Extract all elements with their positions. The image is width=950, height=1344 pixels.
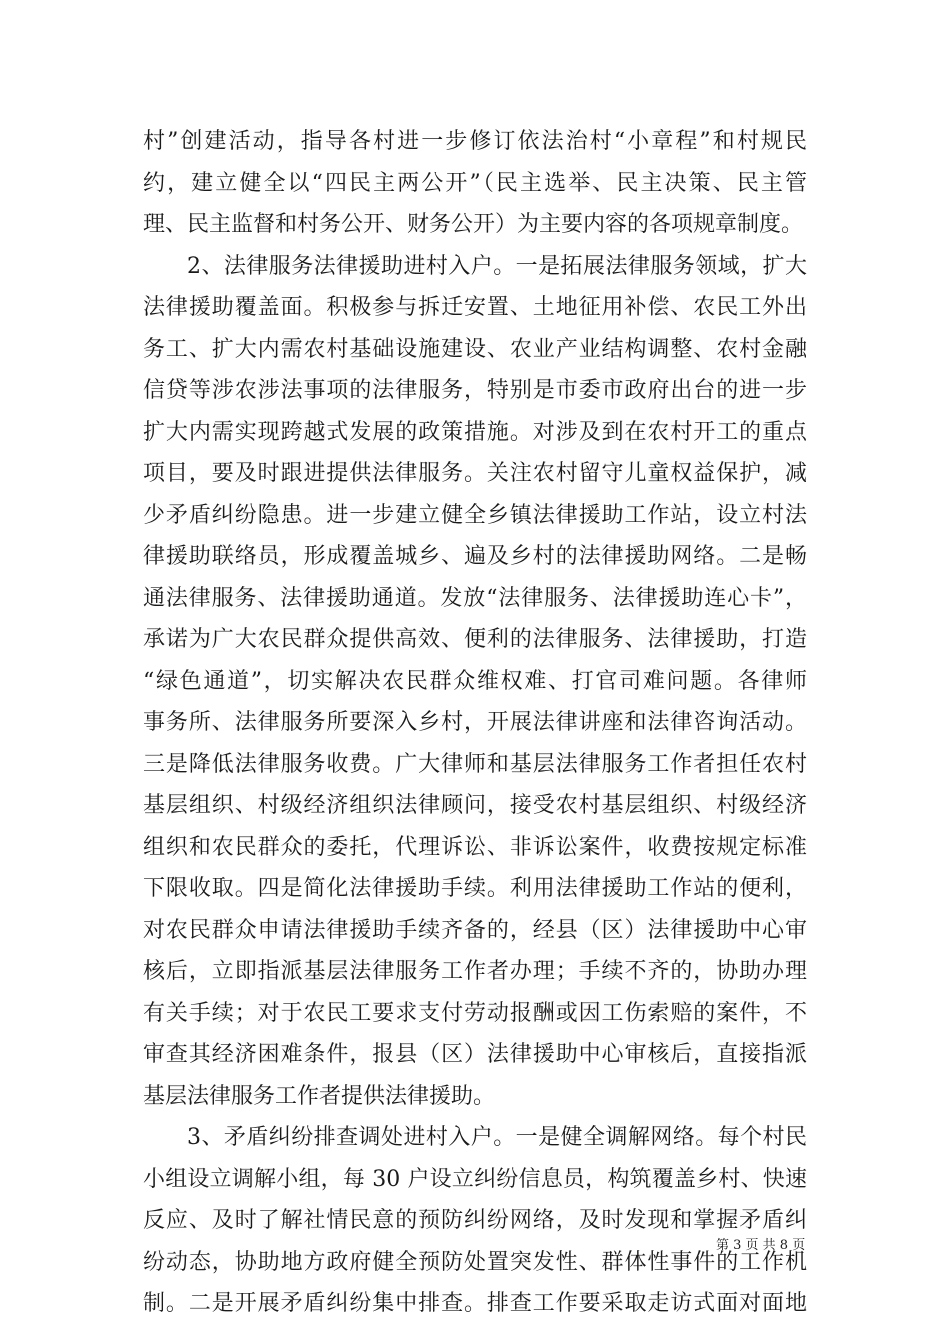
text-line: 承诺为广大农民群众提供高效、便利的法律服务、法律援助，打造 [143, 627, 807, 652]
text-line: 基层法律服务工作者提供法律援助。 [143, 1083, 496, 1109]
body-text [143, 121, 807, 1325]
text-line: 纷动态，协助地方政府健全预防处置突发性、群体性事件的工作机 [143, 1249, 807, 1275]
text-line: 通法律服务、法律援助通道。发放“法律服务、法律援助连心卡”， [143, 585, 807, 611]
text-line: 约，建立健全以“四民主两公开”（民主选举、民主决策、民主管 [143, 170, 807, 196]
text-line: 项目，要及时跟进提供法律服务。关注农村留守儿童权益保护，减 [143, 461, 807, 486]
text-line: 律援助联络员，形成覆盖城乡、遍及乡村的法律援助网络。二是畅 [143, 544, 807, 569]
text-line: 理、民主监督和村务公开、财务公开）为主要内容的各项规章制度。 [143, 212, 804, 237]
text-line: 事务所、法律服务所要深入乡村，开展法律讲座和法律咨询活动。 [143, 710, 807, 735]
text-line: 少矛盾纠纷隐患。进一步建立健全乡镇法律援助工作站，设立村法 [143, 502, 807, 528]
text-line: 组织和农民群众的委托，代理诉讼、非诉讼案件，收费按规定标准 [143, 834, 807, 860]
text-line: 3、矛盾纠纷排查调处进村入户。一是健全调解网络。每个村民 [187, 1125, 807, 1150]
text-line: 小组设立调解小组，每 30 户设立纠纷信息员，构筑覆盖乡村、快速 [143, 1166, 807, 1192]
text-line: 务工、扩大内需农村基础设施建设、农业产业结构调整、农村金融 [143, 336, 807, 362]
text-line: 下限收取。四是简化法律援助手续。利用法律援助工作站的便利， [143, 876, 807, 901]
text-line: 2、法律服务法律援助进村入户。一是拓展法律服务领域，扩大 [187, 253, 807, 279]
text-line: 扩大内需实现跨越式发展的政策措施。对涉及到在农村开工的重点 [143, 419, 807, 445]
text-line: 信贷等涉农涉法事项的法律服务，特别是市委市政府出台的进一步 [143, 378, 807, 403]
text-line: “绿色通道”，切实解决农民群众维权难、打官司难问题。各律师 [143, 668, 807, 694]
text-line: 审查其经济困难条件，报县（区）法律援助中心审核后，直接指派 [143, 1042, 807, 1067]
text-line: 对农民群众申请法律援助手续齐备的，经县（区）法律援助中心审 [143, 917, 807, 943]
text-line: 核后，立即指派基层法律服务工作者办理；手续不齐的，协助办理 [143, 959, 807, 984]
page-number: 第 3 页 共 8 页 [716, 1238, 806, 1253]
text-line: 村”创建活动，指导各村进一步修订依法治村“小章程”和村规民 [143, 129, 807, 154]
text-line: 法律援助覆盖面。积极参与拆迁安置、土地征用补偿、农民工外出 [143, 295, 807, 320]
text-line: 反应、及时了解社情民意的预防纠纷网络，及时发现和掌握矛盾纠 [143, 1208, 807, 1233]
text-line: 制。二是开展矛盾纠纷集中排查。排查工作要采取走访式面对面地 [143, 1291, 807, 1316]
text-line: 有关手续；对于农民工要求支付劳动报酬或因工伤索赔的案件，不 [143, 1000, 807, 1026]
text-line: 基层组织、村级经济组织法律顾问，接受农村基层组织、村级经济 [143, 793, 807, 818]
text-line: 三是降低法律服务收费。广大律师和基层法律服务工作者担任农村 [143, 751, 807, 777]
